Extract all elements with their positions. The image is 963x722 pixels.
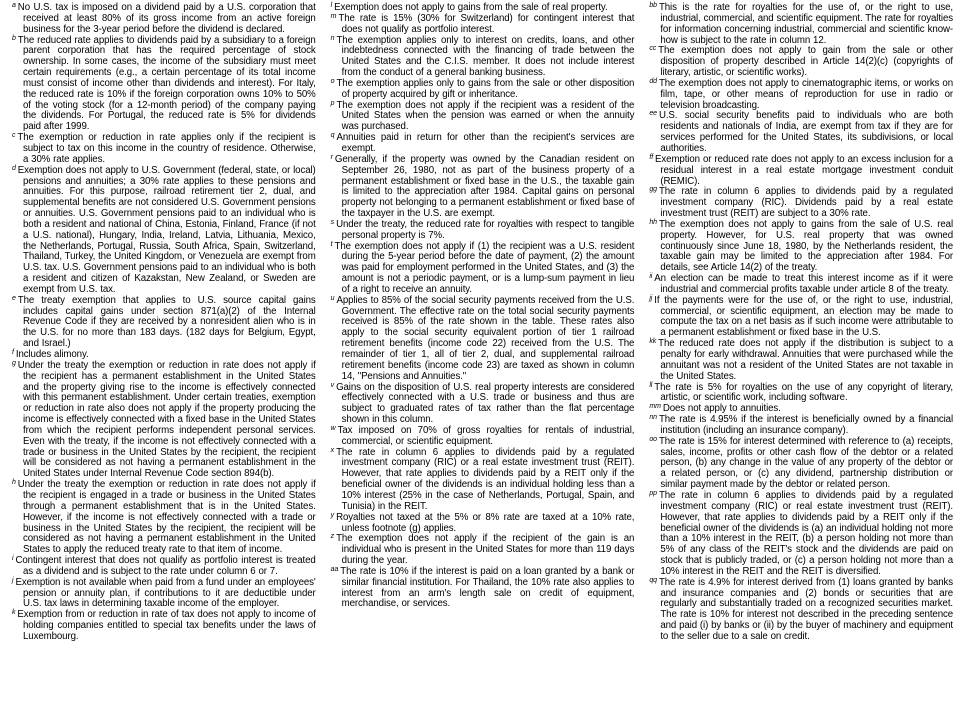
footnote-j: $^j$ Exemption is not available when paid from a fund under an employees' pension or annuity plan, if contributions to it are deductible under U.S. tax laws in determining taxable income of the employer. — [12, 576, 316, 610]
footnote-w: $^w$ Tax imposed on 70% of gross royalties for rentals of industrial, commercial, or scientific equipment. — [330, 424, 635, 447]
footnote-marker: aa — [330, 565, 339, 573]
footnote-marker: bb — [649, 2, 657, 9]
footnote-marker: i — [12, 555, 14, 563]
footnote-marker: ff — [649, 153, 654, 161]
footnote-t: $^t$ The exemption does not apply if (1) the recipient was a U.S. resident during the 5-year period before the date of payment, (2) the amount was paid for employment performed in the United States, and (3) the amount is not a periodic payment, or is a lump-sum payment in lieu of a right to receive an annuity. — [330, 240, 635, 295]
footnote-column-2 — [331, 3, 635, 718]
footnote-hh: $^{hh}$ The exemption does not apply to gains from the sale of U.S. real property. However, for U.S. real property that was owned continuously since June 18, 1980, by the Netherlands resident, the taxable gain may be limited to the appreciation after 1984. For details, see Article 14(2) of the treaty. — [649, 218, 954, 274]
footnote-marker: d — [12, 164, 16, 172]
footnote-l: $^l$ Exemption does not apply to gains from the sale of real property. — [330, 2, 608, 13]
footnote-ff: $^{ff}$ Exemption or reduced rate does not apply to an excess inclusion for a residual interest in a real estate mortgage investment conduit (REMIC). — [649, 153, 954, 187]
footnote-u: $^u$ Applies to 85% of the social security payments received from the U.S. Government. The effective rate on the total social security payments received is 85% of the rate shown in the table. These rates also apply to the social security equivalent portion of tier 1 railroad retirement benefits (income code 22) received from the U.S. The remainder of tier 1, all of tier 2, dual, and supplemental railroad retirement benefits (income code 23) are taxed as shown in column 14, "Pensions and Annuities." — [330, 294, 635, 382]
footnote-s: $^s$ Under the treaty, the reduced rate for royalties with respect to tangible personal property is 7%. — [330, 218, 635, 241]
footnote-q: $^q$ Annuities paid in return for other than the recipient's services are exempt. — [330, 132, 635, 154]
footnote-marker: ee — [649, 110, 657, 118]
footnote-c: $^c$ The exemption or reduction in rate applies only if the recipient is subject to tax on this income in the country of residence. Otherwise, a 30% rate applies. — [12, 132, 316, 165]
footnote-marker: cc — [649, 45, 657, 53]
footnote-e: $^e$ The treaty exemption that applies to U.S. source capital gains includes capital gains under section 871(a)(2) of the Internal Revenue Code if they are received by a nonresident alien who is in the U.S. for no more than 183 days. (182 days for Belgium, Egypt, and Israel.) — [12, 294, 316, 350]
footnote-marker: f — [12, 349, 14, 356]
footnote-n: $^n$ The exemption applies only to interest on credits, loans, and other indebtedness connected with the financing of trade between the United States and the C.I.S. member. It does not include interest from the conduct of a general banking business. — [330, 34, 635, 79]
footnote-m: $^m$ The rate is 15% (30% for Switzerland) for contingent interest that does not qualify as portfolio interest. — [330, 12, 635, 35]
footnote-marker: m — [330, 12, 337, 20]
footnote-marker: pp — [649, 489, 657, 497]
footnote-marker: t — [330, 240, 333, 248]
footnote-z: $^z$ The exemption does not apply if the recipient of the gain is an individual who is present in the United States for more than 119 days during the year. — [330, 533, 635, 567]
footnote-kk: $^{kk}$ The reduced rate does not apply if the distribution is subject to a penalty for early withdrawal. Annuities that were purchased while the annuitant was not a resident of the United States are not taxable in the United States. — [649, 338, 954, 382]
footnote-gg: $^{gg}$ The rate in column 6 applies to dividends paid by a regulated investment company (RIC). Dividends paid by a real estate investment trust (REIT) are subject to a 30% rate. — [649, 186, 954, 220]
footnote-bb: $^{bb}$ This is the rate for royalties for the use of, or the right to use, industrial, commercial, and scientific equipment. The rate for royalties for information concerning industrial, commercial and scientific know-how is subject to the rate in column 12. — [649, 2, 954, 46]
footnote-column-1 — [12, 3, 316, 718]
footnote-marker: kk — [649, 338, 657, 346]
footnote-pp: $^{pp}$ The rate in column 6 applies to dividends paid by a regulated investment company (RIC) or real estate investment trust (REIT). However, that rate applies to dividends paid by a REIT only if the beneficial owner of the dividends is (a) an individual holding not more than a 10% interest in the REIT, (b) a person holding not more than 5% of any class of the REIT's stock and the dividends are paid on stock that is publicly traded, or (c) a person holding not more than a 10% interest in the REIT and the REIT is diversified. — [649, 489, 954, 577]
footnote-cc: $^{cc}$ The exemption does not apply to gain from the sale or other disposition of property described in Article 14(2)(c) (copyrights of literary, artistic, or scientific works). — [649, 45, 954, 79]
footnote-v: $^v$ Gains on the disposition of U.S. real property interests are considered effectively connected with a U.S. trade or business and thus are subject to graduated rates of tax rather than the flat percentage shown in this column. — [330, 381, 635, 426]
footnote-marker: n — [330, 34, 335, 42]
footnote-marker: jj — [649, 294, 653, 302]
footnote-marker: v — [330, 381, 335, 389]
footnote-marker: e — [12, 294, 16, 302]
footnote-marker: z — [330, 533, 335, 541]
footnote-marker: w — [330, 424, 336, 432]
footnote-mm: $^{mm}$ Does not apply to annuities. — [649, 403, 781, 415]
footnote-marker: gg — [649, 186, 657, 194]
footnote-marker: mm — [649, 403, 661, 411]
footnote-i: $^i$ Contingent interest that does not qualify as portfolio interest is treated as a dividend and is subject to the rate under column 6 or 7. — [12, 555, 316, 577]
footnote-x: $^x$ The rate in column 6 applies to dividends paid by a regulated investment company (RIC) or a real estate investment trust (REIT). However, that rate applies to dividends paid by a REIT only if the beneficial owner of the dividends is an individual holding less than a 10% interest (25% in the case of Netherlands, Portugal, Spain, and Tunisia) in the REIT. — [330, 446, 635, 512]
footnote-b: $^b$ The reduced rate applies to dividends paid by a subsidiary to a foreign parent corporation that has the required percentage of stock ownership. In some cases, the income of the subsidiary must meet certain requirements (e.g., a certain percentage of its total income must consist of income other than dividends and interest). For Italy, the reduced rate is 10% if the foreign corporation owns 10% to 50% of the voting stock (for a 12-month period) of the company paying the dividends. For Portugal, the reduced rate is 5% for dividends paid after 1999. — [12, 34, 316, 133]
footnote-k: $^k$ Exemption from or reduction in rate of tax does not apply to income of holding companies entitled to special tax benefits under the laws of Luxembourg. — [12, 609, 316, 642]
footnote-marker: l — [330, 2, 333, 9]
footnote-f: $^f$ Includes alimony. — [12, 349, 89, 360]
footnote-marker: j — [12, 576, 14, 584]
footnote-ee: $^{ee}$ U.S. social security benefits paid to individuals who are both residents and nationals of India, are exempt from tax if they are for services performed for the United States, its subdivisions, or local authorities. — [649, 110, 954, 154]
footnote-marker: p — [330, 99, 335, 107]
footnote-marker: nn — [649, 414, 657, 422]
footnote-ll: $^{ll}$ The rate is 5% for royalties on the use of any copyright of literary, artistic, or scientific work, including software. — [649, 381, 954, 404]
footnote-column-3 — [649, 3, 953, 718]
footnote-r: $^r$ Generally, if the property was owned by the Canadian resident on September 26, 1980, not as part of the business property of a permanent establishment or fixed base in the U.S., the taxable gain is limited to the appreciation after 1984. Capital gains on personal property not belonging to a permanent establishment or fixed base of the taxpayer in the U.S. are exempt. — [330, 153, 635, 220]
footnote-marker: b — [12, 34, 16, 42]
footnote-aa: $^{aa}$ The rate is 10% if the interest is paid on a loan granted by a bank or similar financial institution. For Thailand, the 10% rate also applies to interest from an arm's length sale on credit of equipment, merchandise, or services. — [330, 565, 635, 610]
footnote-qq: $^{qq}$ The rate is 4.9% for interest derived from (1) loans granted by banks and insurance companies and (2) bonds or securities that are regularly and substantially traded on a recognized securities market. The rate is 10% for interest not described in the preceding sentence and paid (i) by banks or (ii) by the buyer of machinery and equipment to the seller due to a sale on credit. — [649, 576, 954, 642]
footnote-ii: $^{ii}$ An election can be made to treat this interest income as if it were industrial and commercial profits taxable under article 8 of the treaty. — [649, 273, 954, 295]
footnote-h: $^h$ Under the treaty the exemption or reduction in rate does not apply if the recipient is engaged in a trade or business in the United States through a permanent establishment that is in the United States. However, if the income is not effectively connected with a trade or business in the United States by the recipient, the recipient will be considered as not having a permanent establishment in the United States to apply the reduced treaty rate to that item of income. — [12, 479, 316, 556]
footnote-oo: $^{oo}$ The rate is 15% for interest determined with reference to (a) receipts, sales, income, profits or other cash flow of the debtor or a related person, (b) any change in the value of any property of the debtor or a related person, or (c) any dividend, partnership distribution or similar payment made by the debtor or related person. — [649, 435, 954, 491]
footnote-marker: dd — [649, 77, 657, 85]
footnote-dd: $^{dd}$ The exemption does not apply to cinematographic items, or works on film, tape, or other means of reproduction for use in radio or television broadcasting. — [649, 77, 954, 111]
footnote-marker: a — [12, 2, 16, 9]
footnote-jj: $^{jj}$ If the payments were for the use of, or the right to use, industrial, commercial, or scientific equipment, an election may be made to compute the tax on a net basis as if such income were attributable to a permanent establishment or fixed base in the U.S. — [649, 294, 954, 339]
footnote-marker: q — [330, 132, 335, 140]
footnote-marker: r — [330, 153, 333, 161]
footnote-marker: ii — [649, 273, 653, 281]
footnote-p: $^p$ The exemption does not apply if the recipient was a resident of the United States when the pension was earned or when the annuity was purchased. — [330, 99, 635, 133]
footnote-marker: g — [12, 359, 16, 367]
footnote-g: $^g$ Under the treaty the exemption or reduction in rate does not apply if the recipient has a permanent establishment in the United States and the property giving rise to the income is effectively connected with this permanent establishment. Under certain treaties, exemption or reduction in rate also does not apply if the property producing the income is effectively connected with a fixed base in the United States from which the recipient performs independent personal services. Even with the treaty, if the income is not effectively connected with a trade or business in the United States by the recipient, the recipient will be considered as not having a permanent establishment in the United States under Internal Revenue Code section 894(b). — [12, 359, 316, 480]
footnote-nn: $^{nn}$ The rate is 4.95% if the interest is beneficially owned by a financial institution (including an insurance company). — [649, 414, 954, 436]
footnote-marker: u — [330, 294, 335, 302]
footnote-marker: ll — [649, 381, 653, 389]
footnote-marker: k — [12, 609, 16, 617]
footnote-y: $^y$ Royalties not taxed at the 5% or 8% rate are taxed at a 10% rate, unless footnote (g) applies. — [330, 511, 635, 534]
footnote-marker: y — [330, 511, 335, 519]
footnote-a: $^a$ No U.S. tax is imposed on a dividend paid by a U.S. corporation that received at least 80% of its gross income from an active foreign business for the 3-year period before the dividend is declared. — [12, 2, 316, 35]
footnote-marker: x — [330, 446, 335, 454]
footnote-o: $^o$ The exemption applies only to gains from the sale or other disposition of property acquired by gift or inheritance. — [330, 77, 635, 100]
footnote-marker: qq — [649, 576, 657, 584]
footnote-d: $^d$ Exemption does not apply to U.S. Government (federal, state, or local) pensions and annuities; a 30% rate applies to these pensions and annuities. For this purpose, railroad retirement tier 2, dual, and supplemental benefits are not considered U.S. Government pensions or annuities. U.S. Government pensions paid to an individual who is both a resident and national of China, Estonia, Finland, France (if not a U.S. national), Hungary, India, Ireland, Latvia, Lithuania, Mexico, the Netherlands, Portugal, Russia, South Africa, Spain, Switzerland, Thailand, Turkey, the United Kingdom, or Venezuela are exempt from U.S. tax. U.S. Government pensions paid to an individual who is both a resident and citizen of Kazakstan, New Zealand, or Sweden are exempt from U.S. tax. — [12, 164, 316, 295]
footnote-marker: o — [330, 77, 335, 85]
footnote-marker: h — [12, 479, 16, 487]
footnote-marker: oo — [649, 435, 657, 443]
footnote-marker: hh — [649, 218, 657, 226]
footnote-marker: c — [12, 132, 16, 140]
footnote-marker: s — [330, 218, 335, 226]
